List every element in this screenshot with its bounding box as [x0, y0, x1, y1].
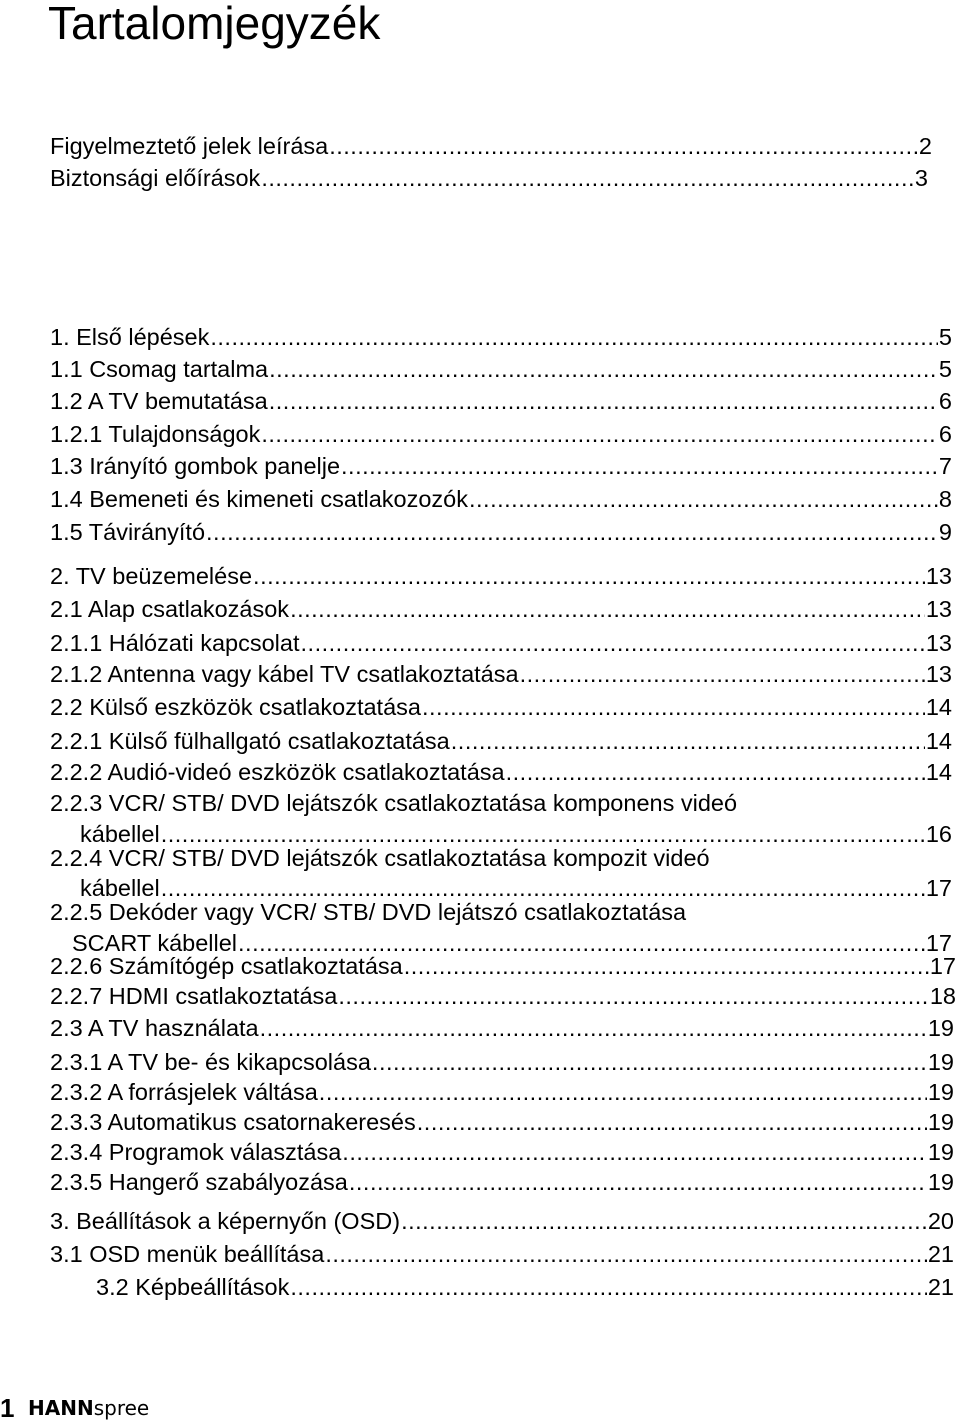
toc-leader-dots [301, 628, 925, 658]
toc-leader-dots [269, 386, 938, 416]
toc-leader-dots [261, 419, 938, 449]
toc-entry-2-3-1[interactable] [50, 1047, 954, 1077]
toc-entry-1-4[interactable] [50, 484, 952, 514]
toc-entry-page: 21 [927, 1274, 954, 1300]
toc-entry-1-5[interactable] [50, 517, 952, 547]
toc-entry-page: 17 [929, 953, 956, 979]
toc-entry-safety[interactable] [50, 163, 928, 193]
toc-entry-page: 14 [925, 759, 952, 785]
toc-entry-page: 19 [927, 1015, 954, 1041]
toc-entry-2-1-1[interactable] [50, 628, 952, 658]
toc-entry-2-2-4-label[interactable]: 2.2.4 VCR/ STB/ DVD lejátszók csatlakoztatása kompozit videó [50, 845, 710, 871]
toc-entry-2-2-3-label[interactable]: 2.2.3 VCR/ STB/ DVD lejátszók csatlakoztatása komponens videó [50, 790, 738, 816]
toc-entry-label: Figyelmeztető jelek leírása [50, 133, 329, 159]
toc-entry-page: 14 [925, 694, 952, 720]
toc-leader-dots [520, 659, 925, 689]
toc-leader-dots [329, 131, 918, 161]
toc-entry-page: 18 [929, 983, 956, 1009]
toc-entry-page: 7 [938, 453, 952, 479]
toc-entry-label: 2.3.1 A TV be- és kikapcsolása [50, 1049, 371, 1075]
toc-leader-dots [269, 354, 938, 384]
toc-entry-label: 2.2.6 Számítógép csatlakoztatása [50, 953, 403, 979]
toc-entry-page: 21 [927, 1241, 954, 1267]
toc-entry-2-2-1[interactable] [50, 726, 952, 756]
toc-leader-dots [349, 1167, 927, 1197]
toc-entry-label: 3.2 Képbeállítások [96, 1274, 290, 1300]
toc-entry-2-2-2[interactable] [50, 757, 952, 787]
toc-leader-dots [261, 163, 914, 193]
toc-entry-2-2-6[interactable] [50, 951, 956, 981]
toc-entry-2-2-5-label[interactable]: 2.2.5 Dekóder vagy VCR/ STB/ DVD lejátszó csatlakoztatása [50, 899, 687, 925]
toc-entry-page: 19 [927, 1049, 954, 1075]
toc-entry-label: 2.3.4 Programok választása [50, 1139, 342, 1165]
toc-entry-page: 17 [925, 875, 952, 901]
toc-entry-page: 3 [914, 165, 928, 191]
toc-entry-page: 5 [938, 356, 952, 382]
toc-entry-label: 2.2.1 Külső fülhallgató csatlakoztatása [50, 728, 450, 754]
page-title: Tartalomjegyzék [48, 0, 381, 49]
toc-entry-page: 13 [925, 563, 952, 589]
toc-entry-label: 2.1.2 Antenna vagy kábel TV csatlakoztatása [50, 661, 519, 687]
page-footer [0, 1393, 149, 1423]
toc-entry-1-2-1[interactable] [50, 419, 952, 449]
toc-entry-label: 2.1.1 Hálózati kapcsolat [50, 630, 300, 656]
toc-leader-dots [451, 726, 925, 756]
toc-entry-label: 2.2.2 Audió-videó eszközök csatlakoztatása [50, 759, 505, 785]
hannspree-logo [28, 1393, 149, 1423]
toc-entry-label: 1. Első lépések [50, 324, 210, 350]
toc-entry-label: 2.3.3 Automatikus csatornakeresés [50, 1109, 416, 1135]
toc-entry-1-3[interactable] [50, 451, 952, 481]
toc-entry-page: 17 [925, 930, 952, 956]
toc-entry-page: 8 [938, 486, 952, 512]
toc-entry-2-1-2[interactable] [50, 659, 952, 689]
toc-entry-page: 19 [927, 1079, 954, 1105]
toc-leader-dots [469, 484, 938, 514]
toc-leader-dots [341, 451, 938, 481]
toc-leader-dots [325, 1239, 927, 1269]
logo-part-bold: HANN [28, 1396, 94, 1420]
toc-leader-dots [260, 1013, 927, 1043]
toc-leader-dots [404, 951, 929, 981]
toc-entry-2[interactable] [50, 561, 952, 591]
toc-entry-page: 19 [927, 1139, 954, 1165]
toc-entry-2-3[interactable] [50, 1013, 954, 1043]
toc-entry-label: 2. TV beüzemelése [50, 563, 253, 589]
toc-entry-label: 1.4 Bemeneti és kimeneti csatlakozozók [50, 486, 468, 512]
toc-entry-page: 20 [927, 1208, 954, 1234]
toc-entry-2-1[interactable] [50, 594, 952, 624]
toc-entry-label: kábellel [80, 875, 160, 901]
toc-entry-label: 1.1 Csomag tartalma [50, 356, 269, 382]
logo-part-light: spree [93, 1396, 150, 1420]
toc-entry-3[interactable] [50, 1206, 954, 1236]
toc-leader-dots [206, 517, 938, 547]
toc-entry-2-2-7[interactable] [50, 981, 956, 1011]
toc-entry-1-2[interactable] [50, 386, 952, 416]
toc-entry-page: 2 [918, 133, 932, 159]
toc-entry-label: kábellel [80, 821, 160, 847]
toc-entry-label: 2.2 Külső eszközök csatlakoztatása [50, 694, 421, 720]
toc-leader-dots [372, 1047, 927, 1077]
toc-entry-label: 2.3.5 Hangerő szabályozása [50, 1169, 348, 1195]
toc-entry-label: Biztonsági előírások [50, 165, 261, 191]
toc-leader-dots [417, 1107, 927, 1137]
toc-leader-dots [319, 1077, 927, 1107]
toc-leader-dots [342, 1137, 927, 1167]
toc-entry-2-3-2[interactable] [50, 1077, 954, 1107]
toc-entry-3-2[interactable] [96, 1272, 954, 1302]
toc-leader-dots [506, 757, 925, 787]
toc-entry-page: 6 [938, 388, 952, 414]
toc-entry-label: 1.5 Távirányító [50, 519, 206, 545]
toc-entry-label: 2.3 A TV használata [50, 1015, 259, 1041]
toc-leader-dots [401, 1206, 927, 1236]
toc-entry-page: 9 [938, 519, 952, 545]
toc-entry-label: 3. Beállítások a képernyőn (OSD) [50, 1208, 401, 1234]
toc-leader-dots [338, 981, 929, 1011]
toc-leader-dots [210, 322, 938, 352]
footer-page-number: 1 [0, 1393, 15, 1423]
toc-entry-label: 2.1 Alap csatlakozások [50, 596, 290, 622]
toc-entry-label: 2.3.2 A forrásjelek váltása [50, 1079, 318, 1105]
toc-leader-dots [422, 692, 925, 722]
toc-leader-dots [253, 561, 925, 591]
toc-entry-page: 19 [927, 1169, 954, 1195]
toc-entry-page: ...16 [906, 821, 952, 847]
toc-leader-dots [290, 594, 925, 624]
toc-entry-page: 19 [927, 1109, 954, 1135]
toc-entry-label: 2.2.7 HDMI csatlakoztatása [50, 983, 338, 1009]
toc-entry-page: 13 [925, 661, 952, 687]
toc-entry-label: 3.1 OSD menük beállítása [50, 1241, 325, 1267]
toc-entry-2-3-3[interactable] [50, 1107, 954, 1137]
toc-entry-label: 1.2 A TV bemutatása [50, 388, 268, 414]
toc-entry-2-3-4[interactable] [50, 1137, 954, 1167]
toc-entry-page: 5 [938, 324, 952, 350]
toc-entry-page: 13 [925, 630, 952, 656]
toc-entry-3-1[interactable] [50, 1239, 954, 1269]
toc-entry-label: 1.2.1 Tulajdonságok [50, 421, 261, 447]
toc-entry-page: 6 [938, 421, 952, 447]
toc-entry-label: SCART kábellel [72, 930, 238, 956]
toc-entry-page: 13 [925, 596, 952, 622]
toc-entry-2-2[interactable] [50, 692, 952, 722]
toc-entry-page: 14 [925, 728, 952, 754]
toc-entry-1[interactable] [50, 322, 952, 352]
toc-entry-1-1[interactable] [50, 354, 952, 384]
toc-entry-label: 1.3 Irányító gombok panelje [50, 453, 341, 479]
toc-entry-2-3-5[interactable] [50, 1167, 954, 1197]
toc-leader-dots [290, 1272, 927, 1302]
toc-entry-warning-signs[interactable] [50, 131, 932, 161]
